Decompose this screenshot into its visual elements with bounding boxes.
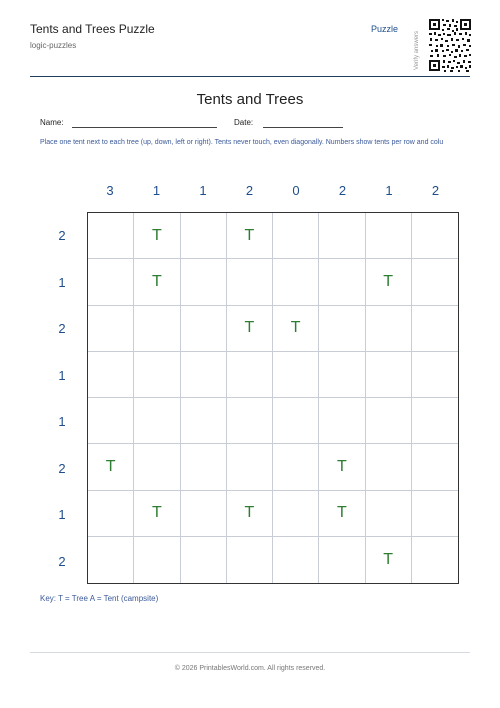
grid-cell[interactable]: [88, 398, 134, 444]
row-clue: 1: [58, 274, 66, 290]
grid-cell[interactable]: [227, 537, 273, 583]
grid-cell[interactable]: T: [273, 306, 319, 352]
grid-cell[interactable]: [134, 306, 180, 352]
grid-cell[interactable]: T: [227, 213, 273, 259]
grid-cell[interactable]: [227, 259, 273, 305]
row-clue: 2: [58, 460, 66, 476]
grid-cell[interactable]: [88, 352, 134, 398]
grid-cell[interactable]: T: [134, 213, 180, 259]
column-clue: 1: [385, 183, 393, 198]
footer-divider: [30, 652, 470, 653]
name-label: Name:: [40, 118, 64, 127]
grid-cell[interactable]: [319, 398, 365, 444]
key-legend: Key: T = Tree A = Tent (campsite): [40, 594, 159, 603]
puzzle-tag: Puzzle: [371, 24, 399, 34]
grid-cell[interactable]: T: [366, 537, 412, 583]
grid-cell[interactable]: [181, 259, 227, 305]
column-clue: 3: [106, 183, 114, 198]
row-clue: 1: [58, 367, 66, 383]
row-clue: 1: [58, 507, 66, 522]
grid-cell[interactable]: [88, 259, 134, 305]
grid-cell[interactable]: [88, 537, 134, 583]
grid-cell[interactable]: [88, 491, 134, 537]
grid-cell[interactable]: T: [366, 259, 412, 305]
grid-cell[interactable]: [181, 398, 227, 444]
grid-cell[interactable]: [366, 352, 412, 398]
puzzle-title: Tents and Trees: [196, 91, 304, 108]
qr-caption: Verify answers: [414, 30, 420, 70]
grid-cell[interactable]: [273, 491, 319, 537]
grid-cell[interactable]: [273, 444, 319, 490]
grid-cell[interactable]: [273, 213, 319, 259]
grid-cell[interactable]: T: [88, 444, 134, 490]
grid-cell[interactable]: [366, 213, 412, 259]
grid-cell[interactable]: [412, 398, 458, 444]
grid-cell[interactable]: [181, 537, 227, 583]
column-clue: 0: [292, 183, 300, 198]
grid-cell[interactable]: [134, 352, 180, 398]
grid-cell[interactable]: [227, 444, 273, 490]
grid-cell[interactable]: [412, 491, 458, 537]
grid-cell[interactable]: [366, 491, 412, 537]
grid-cell[interactable]: [319, 537, 365, 583]
grid-cell[interactable]: [273, 398, 319, 444]
footer-copyright: © 2026 PrintablesWorld.com. All rights reserved.: [174, 665, 326, 672]
grid-cell[interactable]: [227, 398, 273, 444]
instructions-text: Place one tent next to each tree (up, down, left or right). Tents never touch, even diagonally. Numbers show tents per row and colu: [40, 139, 444, 146]
grid-cell[interactable]: [181, 491, 227, 537]
grid-cell[interactable]: T: [134, 491, 180, 537]
grid-cell[interactable]: [412, 444, 458, 490]
row-clue: 2: [58, 228, 66, 243]
grid-cell[interactable]: [319, 306, 365, 352]
grid-cell[interactable]: [319, 259, 365, 305]
grid-cell[interactable]: T: [319, 444, 365, 490]
grid-cell[interactable]: [227, 352, 273, 398]
column-clue: 1: [152, 183, 161, 198]
grid-cell[interactable]: [88, 306, 134, 352]
grid-cell[interactable]: [273, 259, 319, 305]
grid-cell[interactable]: [181, 444, 227, 490]
grid-cell[interactable]: [412, 537, 458, 583]
grid-cell[interactable]: [412, 213, 458, 259]
grid-cell[interactable]: [134, 398, 180, 444]
row-clue: 2: [58, 321, 66, 336]
grid-cell[interactable]: [412, 306, 458, 352]
grid-cell[interactable]: [412, 259, 458, 305]
grid-cell[interactable]: T: [227, 491, 273, 537]
grid-cell[interactable]: T: [227, 306, 273, 352]
grid-cell[interactable]: [181, 352, 227, 398]
grid-cell[interactable]: [134, 537, 180, 583]
grid-cell[interactable]: [319, 352, 365, 398]
grid-cell[interactable]: [366, 398, 412, 444]
date-field[interactable]: [263, 127, 343, 128]
grid-cell[interactable]: [134, 444, 180, 490]
grid-cell[interactable]: [366, 306, 412, 352]
column-clue: 2: [431, 183, 440, 198]
name-field[interactable]: [72, 127, 217, 128]
grid-cell[interactable]: [88, 213, 134, 259]
grid-cell[interactable]: [181, 306, 227, 352]
grid-cell[interactable]: [366, 444, 412, 490]
qr-code-icon[interactable]: [428, 18, 472, 72]
grid-cell[interactable]: T: [134, 259, 180, 305]
puzzle-grid: [87, 212, 459, 584]
grid-cell[interactable]: [181, 213, 227, 259]
date-label: Date:: [234, 118, 254, 127]
grid-cell[interactable]: [319, 213, 365, 259]
row-clue: 1: [58, 414, 66, 429]
header-divider: [30, 76, 470, 77]
page-header-subtitle: logic-puzzles: [30, 41, 77, 50]
row-clue: 2: [58, 553, 66, 569]
grid-cell[interactable]: T: [319, 491, 365, 537]
page-header-title: Tents and Trees Puzzle: [30, 22, 155, 36]
column-clue: 2: [338, 183, 347, 198]
column-clue: 2: [245, 183, 254, 198]
grid-cell[interactable]: [273, 537, 319, 583]
grid-cell[interactable]: [273, 352, 319, 398]
grid-cell[interactable]: [412, 352, 458, 398]
column-clue: 1: [199, 183, 207, 198]
